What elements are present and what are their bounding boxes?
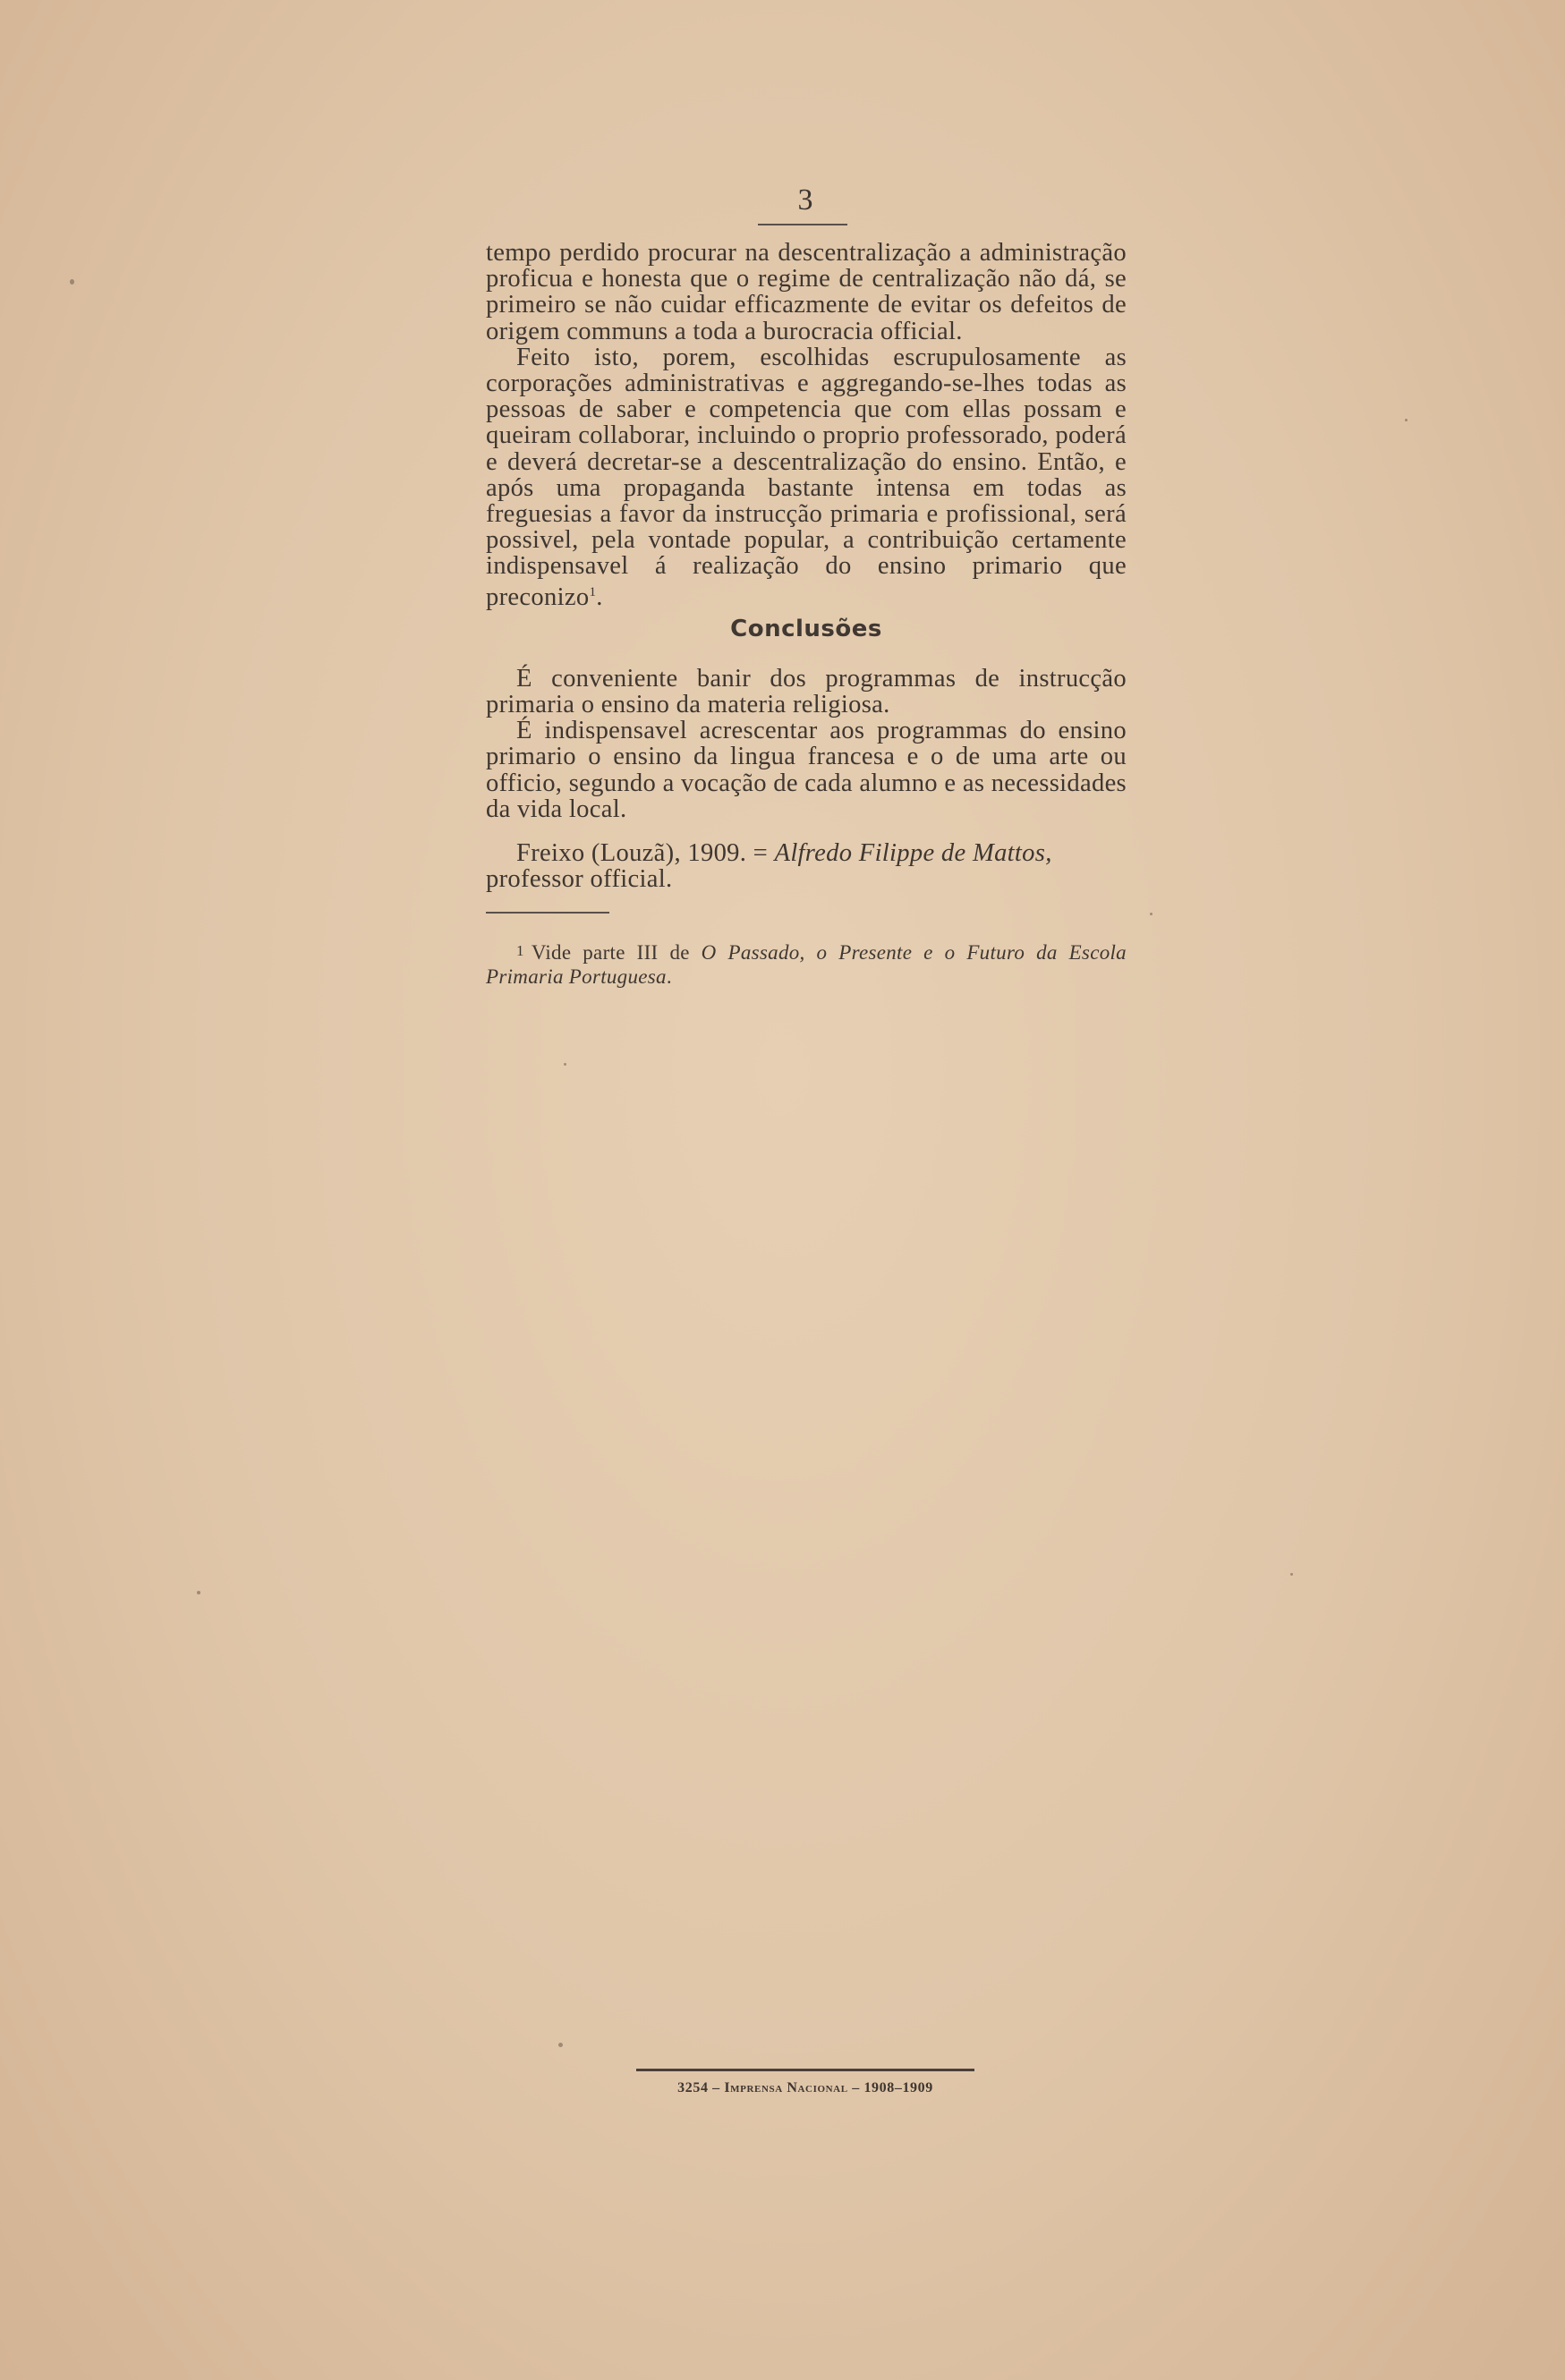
paragraph-decentralization-text: Feito isto, porem, escolhidas escrupulosamente as corporações administrativas e aggregando-se-lhes todas as pessoas de saber e competencia que com ellas possam e queiram collaborar, incluindo o proprio professorado, poderá e deverá decretar-se a descentralização do ensino. Então, e após uma propaganda bastante intensa em todas as freguesias a favor da instrucção primaria e profissional, será possivel, pela vontade popular, a contribuição certamente indispensavel á realização do ensino primario que preconizo xyxy=(486,343,1127,611)
page-number-rule xyxy=(758,224,847,225)
paper-speck xyxy=(70,279,74,285)
paragraph-end-punctuation: . xyxy=(596,582,603,611)
paper-speck xyxy=(1290,1573,1293,1576)
conclusion-item-2: É indispensavel acrescentar aos programmas do ensino primario o ensino da lingua francesa e o de uma arte ou officio, segundo a vocação de cada alumno e as necessidades da vida local. xyxy=(486,717,1127,823)
conclusion-item-1: É conveniente banir dos programmas de instrucção primaria o ensino da materia religiosa. xyxy=(486,664,1127,719)
imprint-rule xyxy=(636,2069,974,2071)
main-text xyxy=(486,240,1127,989)
signature-role: professor official. xyxy=(486,865,673,894)
footnote-text-after: . xyxy=(666,965,672,989)
spacer xyxy=(486,822,1127,840)
paper-speck xyxy=(197,1591,200,1594)
paper-speck xyxy=(564,1063,566,1066)
footnote-reference: 1 xyxy=(589,584,597,599)
paragraph-continued: tempo perdido procurar na descentralização a administração proficua e honesta que o regime de centralização não dá, se primeiro se não cuidar efficazmente de evitar os defeitos de origem communs a toda a burocracia official. xyxy=(486,239,1127,345)
signature-author: Alfredo Filippe de Mattos, xyxy=(774,839,1052,868)
signature-line xyxy=(486,840,1127,866)
conclusions-heading: Conclusões xyxy=(730,615,882,642)
footnote-text-before: Vide parte III de xyxy=(531,941,702,965)
paper-speck xyxy=(558,2043,563,2047)
signature-place-date: Freixo (Louzã), 1909. = xyxy=(516,839,775,868)
paper-speck xyxy=(1150,913,1152,915)
footnote-mark: 1 xyxy=(516,942,524,960)
imprint-line: 3254 – Imprensa Nacional – 1908–1909 xyxy=(677,2080,933,2095)
paragraph-decentralization xyxy=(486,344,1127,610)
footnote xyxy=(486,939,1127,989)
page-number: 3 xyxy=(797,183,813,217)
footnote-title: O Passado, o Presente e o Futuro da Escola Primaria Portuguesa xyxy=(486,941,1127,989)
footnote-rule xyxy=(486,912,609,914)
paper-speck xyxy=(1405,419,1408,421)
